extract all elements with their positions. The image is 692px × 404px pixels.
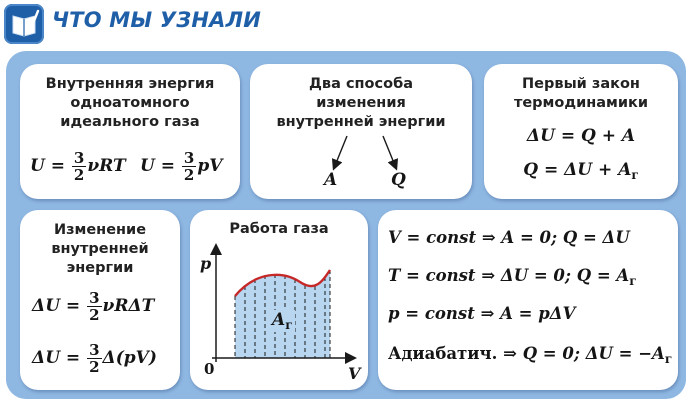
formula-lhs: U = [140, 156, 181, 176]
formula-energy-nrt [30, 150, 126, 183]
process-row-isothermal [388, 266, 637, 288]
implies-symbol: ⇒ [503, 344, 517, 363]
card-title-line: одноатомного [70, 95, 190, 111]
frac-num: 3 [73, 149, 85, 167]
formula-du-ndt [32, 290, 154, 323]
implies-symbol: ⇒ [481, 266, 496, 285]
process-row-isobaric [388, 304, 575, 323]
formula-rhs: pV [197, 156, 223, 176]
card-two-ways [250, 64, 472, 199]
formula-rhs: νRΔT [102, 296, 155, 316]
formula-energy-pv [140, 150, 222, 183]
eq-subscript: г [631, 168, 639, 182]
arrow-right [383, 136, 396, 168]
card-internal-energy [20, 64, 240, 199]
page-title: ЧТО МЫ УЗНАЛИ [52, 8, 261, 32]
frac-den: 2 [89, 358, 100, 376]
formula-du-dpv [32, 342, 157, 375]
frac-num: 3 [183, 149, 195, 167]
card-title-line: идеального газа [60, 114, 200, 130]
y-axis-label [200, 254, 211, 273]
origin-label [204, 360, 214, 378]
process-result: A = 0; Q = ΔU [501, 228, 630, 247]
card-title-line: внутренней [51, 241, 149, 257]
eq-text: ΔU = Q + A [526, 126, 636, 146]
card-title-line: Первый закон [522, 76, 640, 92]
card-title-line: термодинамики [513, 95, 649, 111]
frac-den: 2 [89, 306, 100, 324]
implies-symbol: ⇒ [481, 228, 496, 247]
card-first-law [484, 64, 678, 199]
result-subscript: г [629, 274, 637, 288]
frac-den: 2 [183, 166, 195, 184]
formula-lhs: ΔU = [32, 296, 87, 316]
result-subscript: г [664, 352, 673, 366]
process-condition: T = const [388, 266, 476, 285]
area-label-text: A [272, 310, 286, 330]
card-title: Работа газа [229, 221, 329, 237]
card-title-line: внутренней энергии [276, 114, 446, 130]
card-title-line: изменения [316, 95, 406, 111]
formula-rhs: Δ(pV) [102, 348, 157, 368]
arrow-left [334, 136, 347, 168]
area-subscript: г [285, 318, 293, 332]
card-energy-change [20, 210, 180, 390]
process-condition: Адиабатич. [388, 344, 498, 363]
area-label [270, 310, 295, 332]
way-heat-label: Q [391, 170, 406, 190]
formula-lhs: ΔU = [32, 348, 87, 368]
axis-label-text: V [348, 364, 361, 383]
formula-rhs: νRT [87, 156, 126, 176]
card-title-line: Внутренняя энергия [45, 76, 215, 92]
card-processes [378, 210, 678, 390]
process-result: A = pΔV [500, 304, 576, 323]
process-row-isochoric [388, 228, 630, 247]
branch-arrows [250, 64, 472, 199]
process-row-adiabatic [388, 344, 672, 366]
card-title-line: энергии [66, 260, 134, 276]
x-axis-label [348, 364, 360, 383]
axis-label-text: p [200, 254, 212, 273]
eq-text: Q = ΔU + A [523, 160, 632, 180]
origin-text: 0 [204, 360, 215, 378]
card-title-line: Два способа [309, 76, 413, 92]
first-law-eq2 [484, 160, 678, 182]
implies-symbol: ⇒ [480, 304, 495, 323]
first-law-eq1 [484, 126, 678, 146]
formula-lhs: U = [30, 156, 71, 176]
frac-num: 3 [89, 289, 100, 307]
book-pen-icon [4, 4, 44, 44]
frac-den: 2 [73, 166, 85, 184]
way-heat [391, 170, 406, 190]
way-work [324, 170, 337, 190]
card-gas-work [190, 210, 368, 390]
way-work-label: A [324, 170, 338, 190]
process-condition: V = const [388, 228, 477, 247]
pv-diagram [190, 210, 368, 390]
process-result: Q = 0; ΔU = −A [522, 344, 665, 363]
frac-num: 3 [89, 341, 100, 359]
process-result: ΔU = 0; Q = A [500, 266, 630, 285]
card-title-line: Изменение [53, 222, 147, 238]
process-condition: p = const [388, 304, 475, 323]
